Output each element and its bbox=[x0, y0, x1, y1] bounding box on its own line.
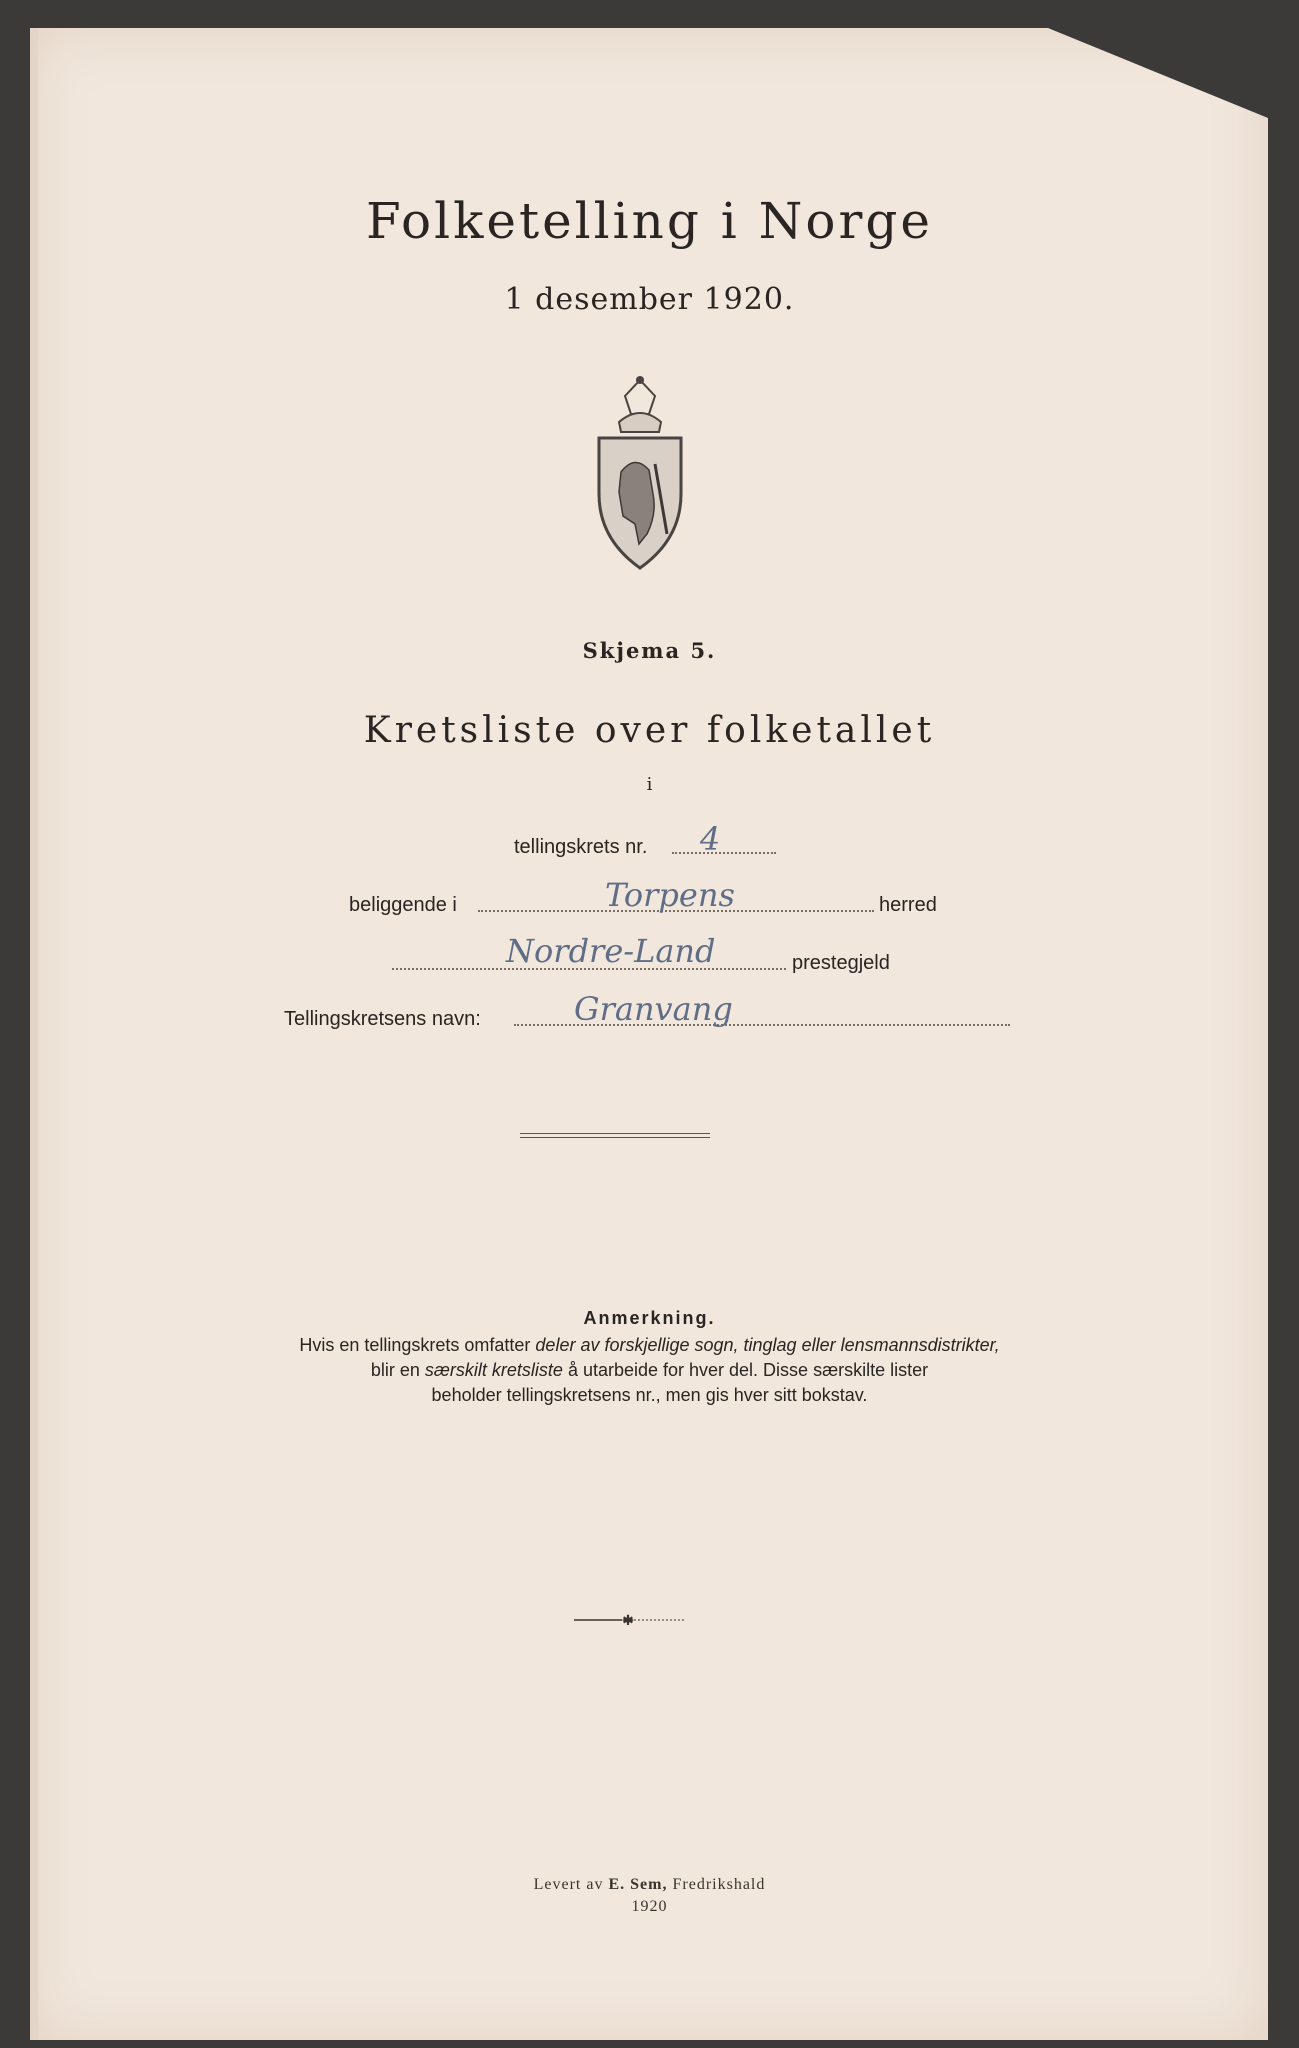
herred-label: herred bbox=[879, 894, 937, 916]
prestegjeld-value: Nordre-Land bbox=[506, 932, 716, 970]
note-line-2-emphasis: særskilt kretsliste bbox=[424, 1360, 563, 1380]
note-line-3: beholder tellingskretsens nr., men gis hver sitt bokstav. bbox=[431, 1385, 868, 1405]
note-body bbox=[0, 1333, 1299, 1408]
beliggende-label: beliggende i bbox=[349, 894, 457, 916]
note-line-1-emphasis: deler av forskjellige sogn, tinglag eller lensmannsdistrikter, bbox=[535, 1335, 1000, 1355]
norwegian-coat-of-arms-icon bbox=[585, 374, 695, 578]
note-line-1 bbox=[0, 1333, 1299, 1358]
printer-credit bbox=[0, 1876, 1299, 1894]
note-heading: Anmerkning. bbox=[583, 1308, 716, 1328]
svg-text:✱: ✱ bbox=[622, 1613, 634, 1628]
krets-value: 4 bbox=[700, 820, 721, 858]
printer-name: E. Sem, bbox=[608, 1876, 668, 1893]
printer-city: Fredrikshald bbox=[667, 1876, 766, 1893]
divider-line-top bbox=[520, 1133, 710, 1134]
krets-label: tellingskrets nr. bbox=[514, 836, 648, 858]
divider-line-bottom bbox=[520, 1137, 710, 1138]
prestegjeld-label: prestegjeld bbox=[792, 952, 890, 974]
navn-label: Tellingskretsens navn: bbox=[284, 1008, 481, 1030]
list-heading: Kretsliste over folketallet bbox=[363, 710, 936, 751]
krets-dotted-line bbox=[672, 852, 776, 854]
document-date: 1 desember 1920. bbox=[504, 282, 795, 317]
ornament-divider-icon bbox=[548, 1612, 708, 1632]
document-title: Folketelling i Norge bbox=[366, 192, 933, 250]
note-line-2-text: blir en bbox=[370, 1360, 425, 1380]
page-edge bbox=[30, 28, 38, 2040]
printer-credit-prefix: Levert av bbox=[533, 1876, 609, 1893]
folded-corner bbox=[1048, 28, 1268, 118]
note-line-2-rest: å utarbeide for hver del. Disse særskilte lister bbox=[562, 1360, 929, 1380]
connector-text: i bbox=[646, 774, 653, 795]
note-line-1-text: Hvis en tellingskrets omfatter bbox=[299, 1335, 536, 1355]
print-year: 1920 bbox=[631, 1898, 668, 1915]
note-line-2 bbox=[0, 1358, 1299, 1383]
navn-value: Granvang bbox=[574, 990, 733, 1028]
document-page bbox=[30, 28, 1268, 2040]
beliggende-value: Torpens bbox=[605, 876, 735, 914]
schema-label: Skjema 5. bbox=[582, 638, 717, 663]
